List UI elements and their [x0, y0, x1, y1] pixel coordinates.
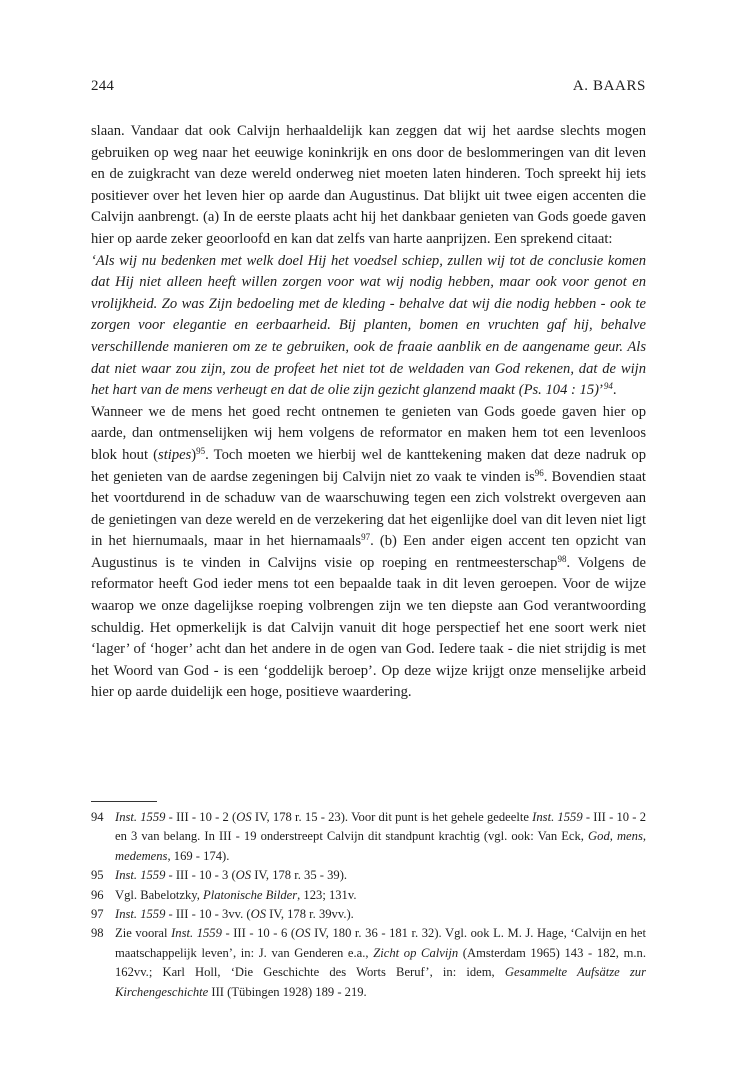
fn-text: IV, 178 r. 35 - 39).	[251, 868, 348, 883]
footnote-94	[91, 808, 646, 866]
main-text	[91, 121, 646, 704]
block-quote	[91, 251, 646, 402]
fn-text: Vgl. Babelotzky,	[115, 887, 204, 902]
page-number: 244	[91, 78, 115, 94]
fn-text: IV, 180 r. 36 - 181 r. 32). Vgl. ook L. M. J. Hage, ‘Calvijn en het maatschappelijk leven’, in: J. van Genderen e.a.,	[115, 926, 646, 960]
paragraph-2-text-f: . Volgens de reformator heeft God ieder mens tot een bepaalde taak in dit leven geroepen. Voor de wijze waarop we onze dagelijkse roeping volbrengen zijn we ten diepste aan God verantwoording schuldig. Het opmerkelijk is dat Calvijn vanuit dit hoge perspectief het ene soort werk niet ‘lager’ of ‘hoger’ acht dan het andere in de ogen van God. Iedere taak - die niet strijdig is met het Woord van God - is een ‘goddelijk beroep’. Op deze wijze krijgt onze menselijke arbeid hier op aarde duidelijk een hoge, positieve waardering.	[91, 554, 647, 701]
fn-text: , 169 - 174).	[167, 848, 230, 863]
quote-period: .	[612, 382, 617, 399]
running-header	[91, 78, 646, 100]
fn-italic: OS	[295, 926, 311, 941]
fn-italic: Inst. 1559	[115, 868, 166, 883]
fn-text: - III - 10 - 2 (	[165, 810, 237, 824]
fn-italic: Inst. 1559	[171, 926, 222, 941]
footnote-ref-98[interactable]: 98	[557, 553, 567, 564]
fn-italic: OS	[250, 907, 266, 922]
fn-italic: Gesammelte Aufsätze zur Kirchengeschichte	[115, 965, 647, 999]
paragraph-2	[91, 402, 646, 704]
footnote-96	[91, 886, 646, 905]
paragraph-2-text-a: Wanneer we de mens het goed recht ontnemen te genieten van Gods goede gaven hier op aarde, dan ontmenselijken wij hem volgens de reformator en maken hem tot een levenloos blok hout (	[91, 403, 646, 463]
paragraph-1: slaan. Vandaar dat ook Calvijn herhaaldelijk kan zeggen dat wij het aardse slechts mogen gebruiken op weg naar het eeuwige koninkrijk en ons door de beslommeringen van dit leven en de zuigkracht van deze wereld onderweg niet moeten laten hinderen. Toch spreekt hij iets positiever over het leven hier op aarde dan Augustinus. Dat blijkt uit twee eigen accenten die Calvijn aanbrengt. (a) In de eerste plaats acht hij het dankbaar genieten van Gods goede gaven hier op aarde zeker geoorloofd en kan dat zelfs van harte aanprijzen. Een sprekend citaat:	[91, 123, 646, 247]
footnote-number: 94	[91, 810, 104, 824]
fn-italic: Platonische Bilder	[203, 887, 298, 902]
quote-text: ‘Als wij nu bedenken met welk doel Hij het voedsel schiep, zullen wij tot de conclusie komen dat Hij niet alleen heeft willen zorgen voor wat wij nodig hebben, maar ook voor genot en vrolijkheid. Zo was Zijn bedoeling met de kleding - behalve dat wij die nodig hebben - ook te zorgen voor elegantie en eerbaarheid. Bij planten, bomen en vruchten gaf hij, behalve verschillende manieren om ze te gebruiken, ook de fraaie aanblik en de aangename geur. Als dat niet waar zou zijn, zou de profeet het niet tot de weldaden van God rekenen, dat de wijn het hart van de mens verheugt en dat de olie zijn gezicht glanzend maakt (Ps. 104 : 15)	[91, 252, 646, 399]
footnote-number: 96	[91, 887, 104, 902]
footnote-ref-95[interactable]: 95	[196, 445, 206, 456]
footnote-ref-94[interactable]: 94	[603, 381, 613, 392]
footnotes	[91, 808, 646, 1002]
fn-text: - III - 10 - 6 (	[221, 926, 296, 941]
fn-italic: Inst. 1559	[115, 810, 166, 824]
fn-text: IV, 178 r. 15 - 23). Voor dit punt is het gehele gedeelte	[251, 810, 533, 824]
fn-text: III (Tübingen 1928) 189 - 219.	[208, 984, 367, 999]
fn-italic: OS	[235, 868, 252, 883]
fn-italic: God, mens, medemens	[115, 829, 646, 863]
footnote-separator	[91, 801, 157, 802]
footnote-number: 95	[91, 868, 104, 883]
fn-italic: OS	[236, 810, 252, 824]
paragraph-2-text-d: . Bovendien staat het voortdurend in de schaduw van de waarschuwing tegen een zich volstrekt overgeven aan de genietingen van deze wereld en de verzekering dat het eigenlijke doel van dit leven niet ligt in het hiernumaals, maar in het hiernamaals	[91, 468, 646, 550]
term-stipes: stipes	[158, 446, 192, 463]
footnote-95	[91, 866, 646, 885]
paragraph-2-text-b: )	[191, 446, 197, 463]
fn-text: Zie vooral	[115, 926, 172, 941]
paragraph-2-text-c: . Toch moeten we hierbij wel de kanttekening maken dat deze nadruk op het genieten van de aardse zegeningen bij Calvijn niet zo vaak te vinden is	[91, 446, 646, 485]
running-head-author: A. BAARS	[572, 78, 646, 94]
footnote-98	[91, 924, 646, 1002]
footnote-ref-97[interactable]: 97	[361, 532, 371, 543]
fn-text: - III - 10 - 3 (	[165, 868, 236, 883]
fn-text: , 123; 131v.	[297, 887, 357, 902]
fn-italic: Zicht op Calvijn	[373, 945, 459, 960]
fn-text: - III - 10 - 2 en 3 van belang. In III - 19 onderstreept Calvijn dit standpunt krachtig (vgl. ook: Van Eck,	[115, 810, 647, 844]
fn-text: - III - 10 - 3vv. (	[165, 907, 251, 922]
footnote-number: 98	[91, 926, 104, 941]
paragraph-2-text-e: . (b) Een ander eigen accent ten opzicht van Augustinus is te vinden in Calvijns visie op roeping en rentmeesterschap	[91, 533, 646, 571]
footnote-ref-96[interactable]: 96	[534, 467, 544, 478]
fn-text: IV, 178 r. 39vv.).	[266, 907, 354, 922]
footnote-97	[91, 905, 646, 924]
quote-close-mark: ’	[598, 382, 604, 399]
footnote-number: 97	[91, 907, 104, 922]
fn-italic: Inst. 1559	[115, 907, 166, 922]
fn-italic: Inst. 1559	[532, 810, 583, 824]
fn-text: (Amsterdam 1965) 143 - 182, m.n. 162vv.; Karl Holl, ‘Die Geschichte des Worts Beruf’, in: idem,	[115, 945, 646, 980]
